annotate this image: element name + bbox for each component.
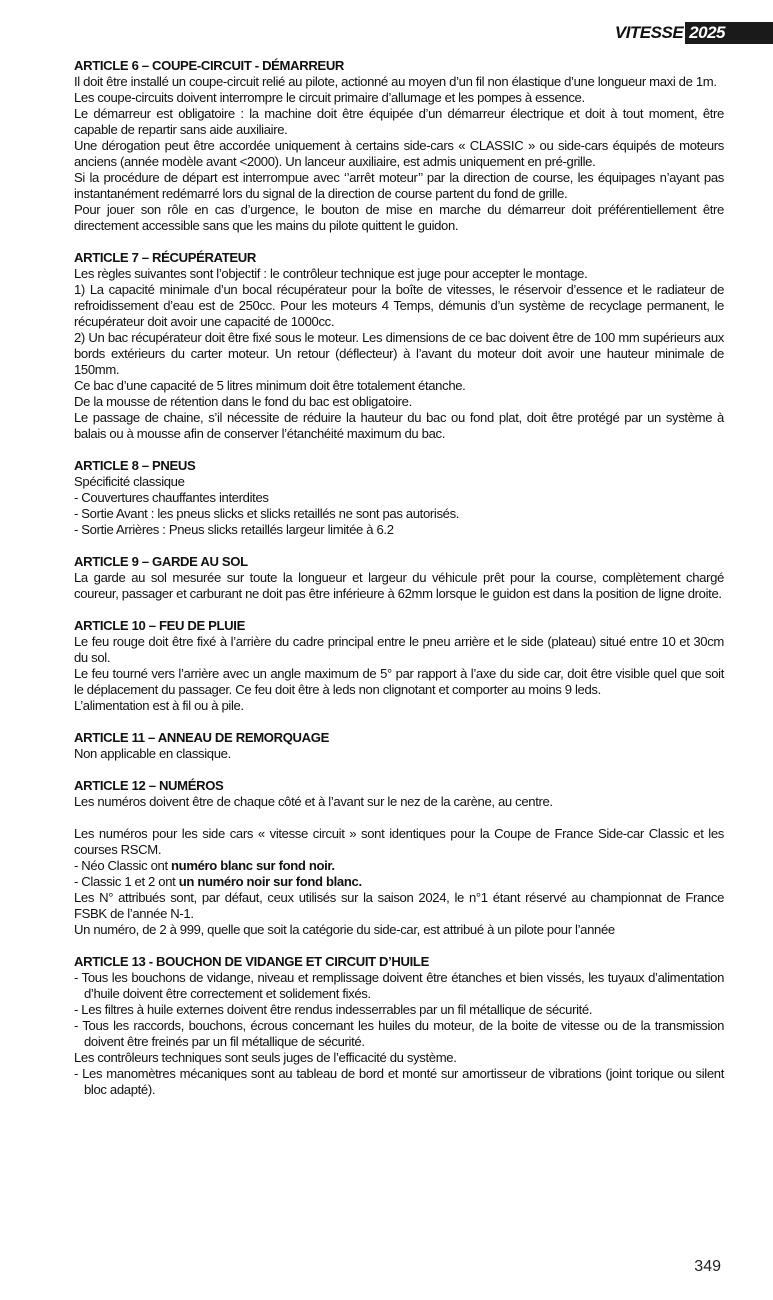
list-item: - Sortie Avant : les pneus slicks et slicks retaillés ne sont pas autorisés. bbox=[74, 506, 460, 521]
paragraph: Le démarreur est obligatoire : la machine doit être équipée d’un démarreur électrique et doit à tout moment, être capable de repartir sans aide auxiliaire. bbox=[74, 106, 724, 137]
article-7 bbox=[74, 250, 724, 442]
list-item: - Les manomètres mécaniques sont au tableau de bord et monté sur amortisseur de vibrations (joint torique ou silent bloc adapté). bbox=[74, 1066, 724, 1097]
header-year: 2025 bbox=[685, 22, 773, 44]
paragraph: Une dérogation peut être accordée uniquement à certains side-cars « CLASSIC » ou side-cars équipés de moteurs anciens (année modèle avant <2000). Un lanceur auxiliaire, est admis uniquement en pré-grille. bbox=[74, 138, 724, 169]
article-11 bbox=[74, 730, 724, 762]
list-item: - Couvertures chauffantes interdites bbox=[74, 490, 269, 505]
paragraph: L’alimentation est à fil ou à pile. bbox=[74, 698, 244, 713]
paragraph: Pour jouer son rôle en cas d’urgence, le bouton de mise en marche du démarreur doit préférentiellement être directement accessible sans que les mains du pilote quittent le guidon. bbox=[74, 202, 724, 233]
running-header bbox=[615, 22, 773, 44]
paragraph: De la mousse de rétention dans le fond du bac est obligatoire. bbox=[74, 394, 412, 409]
list-item bbox=[74, 858, 724, 874]
emphasis-text: un numéro noir sur fond blanc. bbox=[178, 874, 362, 889]
paragraph: 2) Un bac récupérateur doit être fixé sous le moteur. Les dimensions de ce bac doivent être de 100 mm supérieurs aux bords extérieurs du carter moteur. Un retour (déflecteur) à l’avant du moteur doit avoir une hauteur minimale de 150mm. bbox=[74, 330, 724, 377]
emphasis-text: numéro blanc sur fond noir. bbox=[171, 858, 335, 873]
paragraph: Le passage de chaine, s’il nécessite de réduire la hauteur du bac ou fond plat, doit être protégé par un système à balais ou à mousse afin de conserver l’étanchéité maximum du bac. bbox=[74, 410, 724, 441]
paragraph: Les N° attribués sont, par défaut, ceux utilisés sur la saison 2024, le n°1 étant réservé au championnat de France FSBK de l’année N-1. bbox=[74, 890, 724, 921]
article-title: ARTICLE 8 – PNEUS bbox=[74, 458, 196, 473]
paragraph: Spécificité classique bbox=[74, 474, 185, 489]
paragraph: Un numéro, de 2 à 999, quelle que soit la catégorie du side-car, est attribué à un pilote pour l’année bbox=[74, 922, 615, 937]
paragraph: Les contrôleurs techniques sont seuls juges de l’efficacité du système. bbox=[74, 1050, 457, 1065]
document-body bbox=[74, 58, 724, 1114]
article-title: ARTICLE 10 – FEU DE PLUIE bbox=[74, 618, 245, 633]
article-6 bbox=[74, 58, 724, 234]
article-8 bbox=[74, 458, 724, 538]
article-title: ARTICLE 6 – COUPE-CIRCUIT - DÉMARREUR bbox=[74, 58, 345, 73]
article-title: ARTICLE 12 – NUMÉROS bbox=[74, 778, 224, 793]
paragraph: 1) La capacité minimale d’un bocal récupérateur pour la boîte de vitesses, le réservoir d’essence et le radiateur de refroidissement d’eau est de 250cc. Pour les moteurs 4 Temps, démunis d’un système de recyclage permanent, le récupérateur doit avoir une capacité de 1000cc. bbox=[74, 282, 724, 329]
article-12 bbox=[74, 778, 724, 938]
paragraph: Ce bac d’une capacité de 5 litres minimum doit être totalement étanche. bbox=[74, 378, 466, 393]
page-number: 349 bbox=[694, 1258, 721, 1275]
list-item: - Sortie Arrières : Pneus slicks retaillés largeur limitée à 6.2 bbox=[74, 522, 394, 537]
item-prefix: - Néo Classic ont bbox=[74, 858, 172, 873]
header-brand: VITESSE bbox=[614, 23, 684, 42]
list-item: - Tous les bouchons de vidange, niveau et remplissage doivent être étanches et bien vissés, les tuyaux d’alimentation d’huile doivent être correctement et solidement fixés. bbox=[74, 970, 724, 1001]
paragraph: Les règles suivantes sont l’objectif : le contrôleur technique est juge pour accepter le montage. bbox=[74, 266, 588, 281]
article-13 bbox=[74, 954, 724, 1098]
article-10 bbox=[74, 618, 724, 714]
item-prefix: - Classic 1 et 2 ont bbox=[74, 874, 179, 889]
paragraph: Le feu rouge doit être fixé à l’arrière du cadre principal entre le pneu arrière et le side (plateau) situé entre 10 et 30cm du sol. bbox=[74, 634, 724, 665]
paragraph: Si la procédure de départ est interrompue avec ‘’arrêt moteur’’ par la direction de course, les équipages n’ayant pas instantanément redémarré lors du signal de la direction de course partent du fond de grille. bbox=[74, 170, 724, 201]
article-title: ARTICLE 13 - BOUCHON DE VIDANGE ET CIRCUIT D’HUILE bbox=[74, 954, 429, 969]
article-title: ARTICLE 9 – GARDE AU SOL bbox=[74, 554, 248, 569]
list-item: - Les filtres à huile externes doivent être rendus indesserrables par un fil métallique de sécurité. bbox=[74, 1002, 593, 1017]
article-9 bbox=[74, 554, 724, 602]
paragraph: Les numéros doivent être de chaque côté et à l’avant sur le nez de la carène, au centre. bbox=[74, 794, 553, 809]
list-item bbox=[74, 874, 724, 890]
paragraph: Le feu tourné vers l’arrière avec un angle maximum de 5° par rapport à l’axe du side car, doit être visible quel que soit le déplacement du passager. Ce feu doit être à leds non clignotant et comporter au moins 9 leds. bbox=[74, 666, 724, 697]
article-title: ARTICLE 11 – ANNEAU DE REMORQUAGE bbox=[74, 730, 329, 745]
paragraph: Les numéros pour les side cars « vitesse circuit » sont identiques pour la Coupe de France Side-car Classic et les courses RSCM. bbox=[74, 826, 724, 857]
paragraph: Il doit être installé un coupe-circuit relié au pilote, actionné au moyen d’un fil non élastique d’une longueur maxi de 1m. bbox=[74, 74, 717, 89]
paragraph: La garde au sol mesurée sur toute la longueur et largeur du véhicule prêt pour la course, complètement chargé coureur, passager et carburant ne doit pas être inférieure à 62mm lorsque le guidon est dans la position de ligne droite. bbox=[74, 570, 724, 601]
article-title: ARTICLE 7 – RÉCUPÉRATEUR bbox=[74, 250, 256, 265]
paragraph: Non applicable en classique. bbox=[74, 746, 231, 761]
list-item: - Tous les raccords, bouchons, écrous concernant les huiles du moteur, de la boite de vitesse ou de la transmission doivent être freinés par un fil métallique de sécurité. bbox=[74, 1018, 724, 1049]
paragraph: Les coupe-circuits doivent interrompre le circuit primaire d’allumage et les pompes à essence. bbox=[74, 90, 585, 105]
